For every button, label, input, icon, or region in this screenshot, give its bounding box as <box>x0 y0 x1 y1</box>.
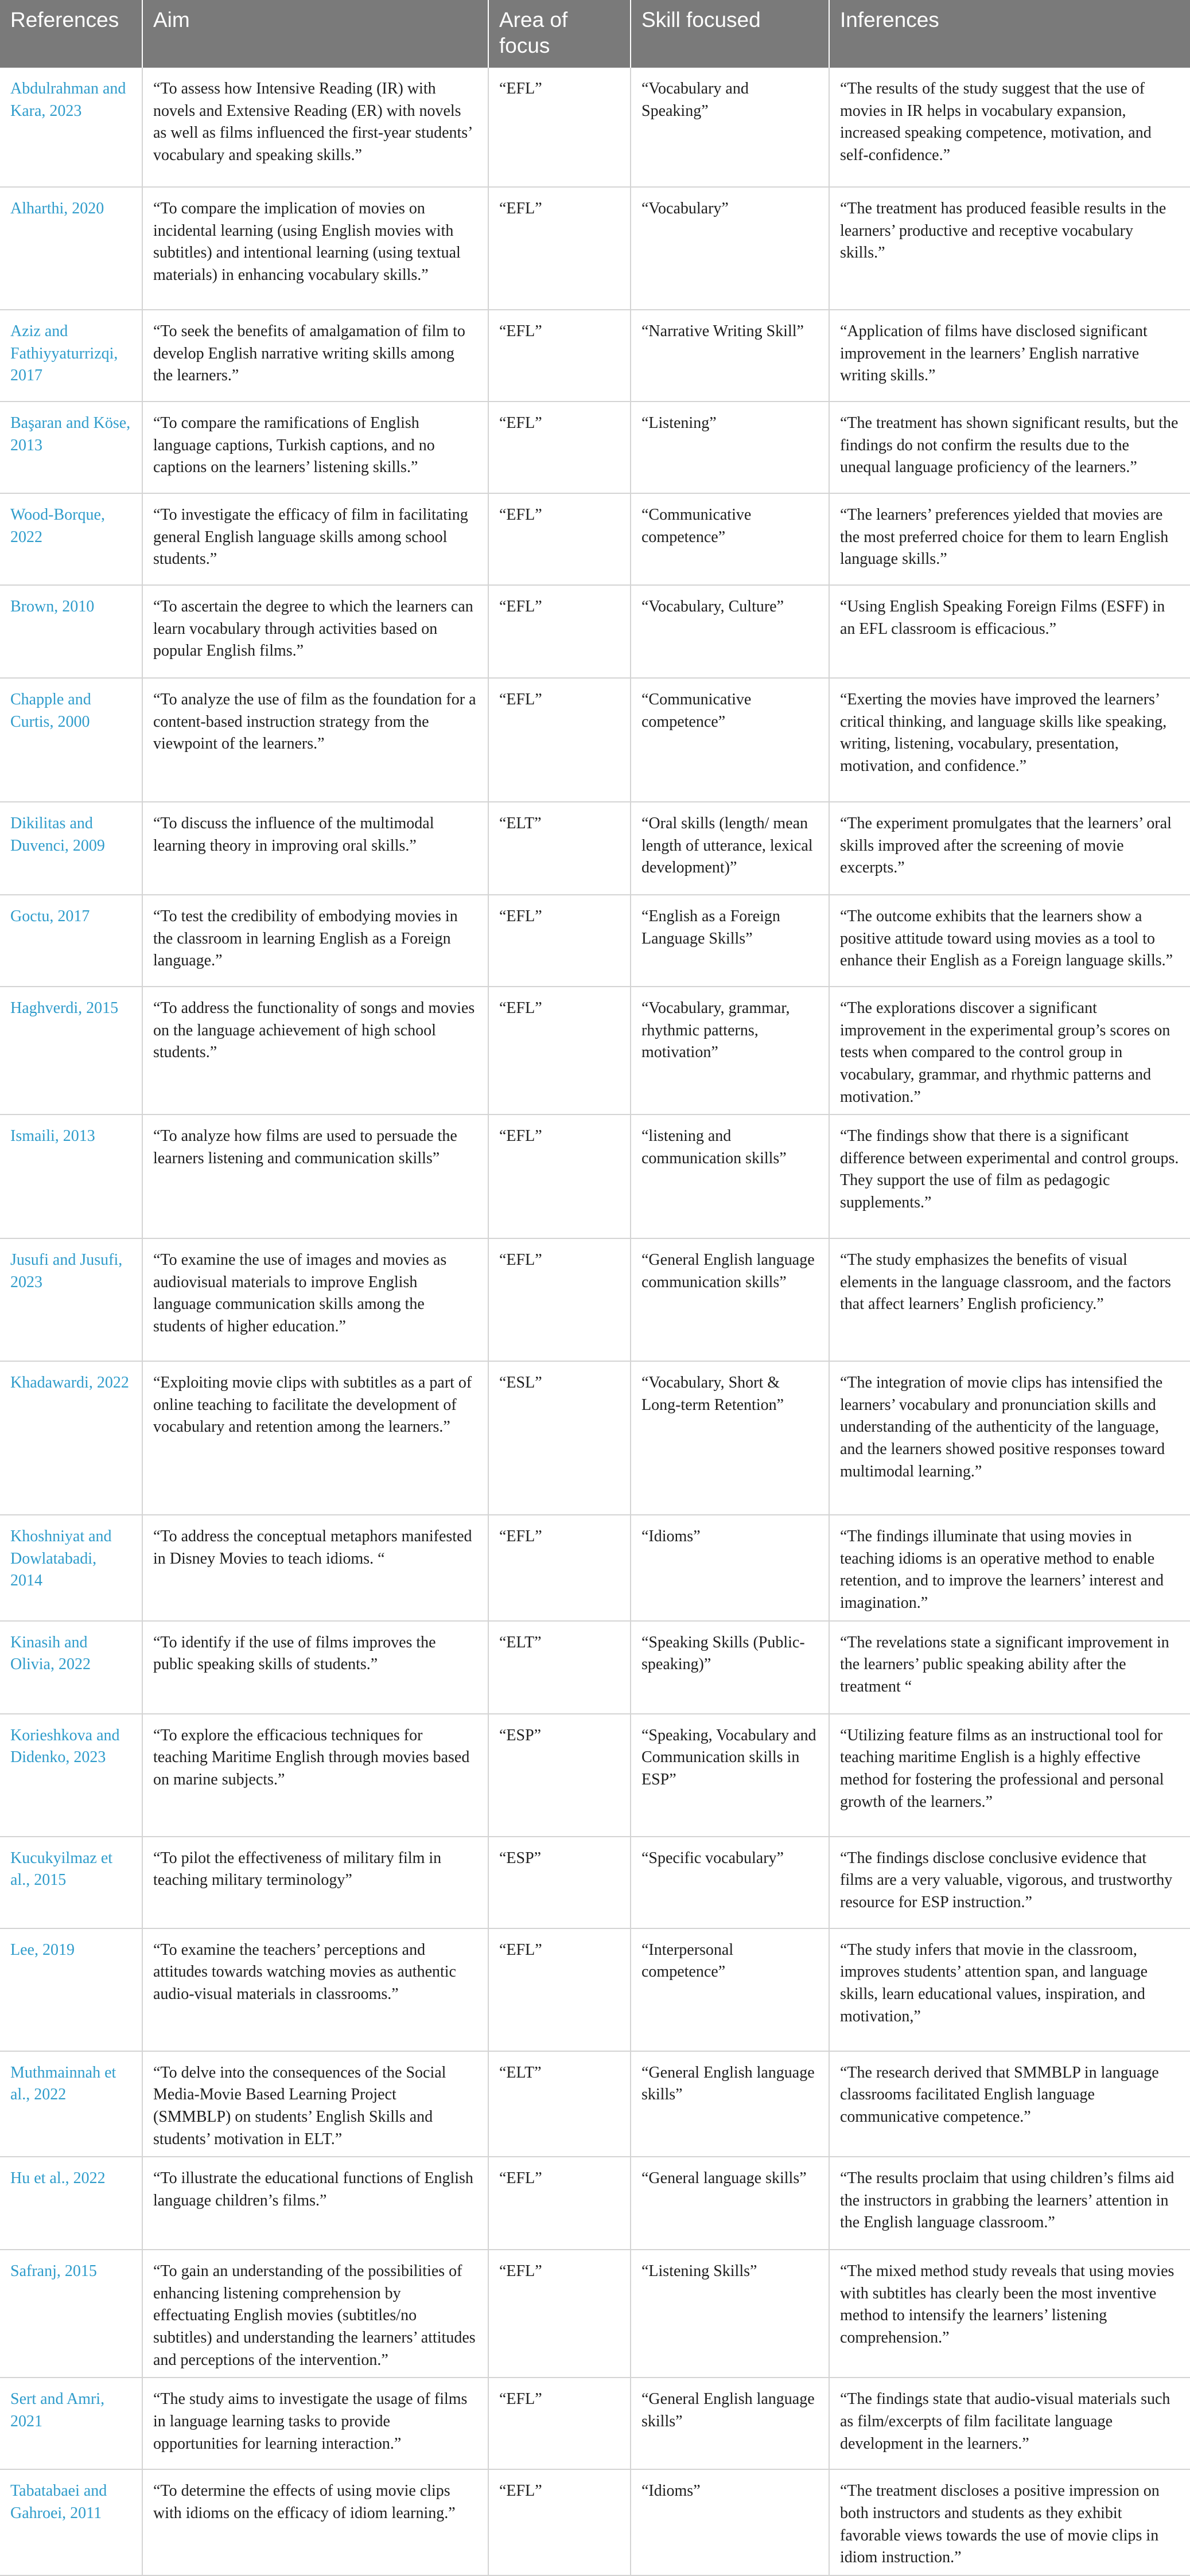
cell-reference[interactable]: Sert and Amri, 2021 <box>0 2378 142 2469</box>
table-row <box>0 678 1190 802</box>
cell-aim: “To delve into the consequences of the Social Media-Movie Based Learning Project (SMMBLP) on students’ English Skills and students’ motivation in ELT.” <box>142 2051 488 2157</box>
cell-area-of-focus: “EFL” <box>488 585 631 678</box>
cell-skill-focused: “Interpersonal competence” <box>631 1928 829 2051</box>
table-header <box>0 0 1190 68</box>
cell-area-of-focus: “EFL” <box>488 895 631 987</box>
cell-area-of-focus: “EFL” <box>488 1114 631 1238</box>
table-row <box>0 493 1190 585</box>
cell-area-of-focus: “EFL” <box>488 2378 631 2469</box>
cell-inference: “Application of films have disclosed significant improvement in the learners’ English narrative writing skills.” <box>840 322 1148 385</box>
table-row <box>0 2250 1190 2378</box>
table-row <box>0 1361 1190 1515</box>
cell-skill-focused: “Oral skills (length/ mean length of utterance, lexical development)” <box>631 802 829 895</box>
cell-aim: “To identify if the use of films improves the public speaking skills of students.” <box>142 1621 488 1714</box>
cell-inference: “Using English Speaking Foreign Films (ESFF) in an EFL classroom is efficacious.” <box>840 598 1165 638</box>
cell-aim: “To analyze the use of film as the foundation for a content-based instruction strategy from the viewpoint of the learners.” <box>142 678 488 802</box>
cell-reference[interactable]: Ismaili, 2013 <box>0 1114 142 1238</box>
cell-area-of-focus: “ESL” <box>488 1361 631 1515</box>
cell-aim: “To assess how Intensive Reading (IR) with novels and Extensive Reading (ER) with novels as well as films influenced the first-year students’ vocabulary and speaking skills.” <box>142 68 488 187</box>
cell-skill-focused: “listening and communication skills” <box>631 1114 829 1238</box>
cell-area-of-focus: “EFL” <box>488 402 631 493</box>
table-row <box>0 1515 1190 1621</box>
cell-reference[interactable]: Goctu, 2017 <box>0 895 142 987</box>
cell-aim: “To pilot the effectiveness of military film in teaching military terminology” <box>142 1837 488 1928</box>
cell-aim: “To gain an understanding of the possibilities of enhancing listening comprehension by effectuating English movies (subtitles/no subtitles) and understanding the learners’ attitudes and perceptions of the intervention.” <box>142 2250 488 2378</box>
table-body <box>0 68 1190 2575</box>
cell-inference: “The results proclaim that using children’s films aid the instructors in grabbing the learners’ attention in the English language classroom.” <box>840 2169 1175 2232</box>
cell-skill-focused: “Idioms” <box>631 1515 829 1621</box>
cell-skill-focused: “Narrative Writing Skill” <box>631 310 829 402</box>
cell-area-of-focus: “EFL” <box>488 987 631 1114</box>
cell-inference: “The findings show that there is a significant difference between experimental and control groups. They support the use of film as pedagogic supplements.” <box>840 1127 1179 1211</box>
cell-aim: “The study aims to investigate the usage of films in language learning tasks to provide opportunities for learning interaction.” <box>142 2378 488 2469</box>
cell-reference[interactable]: Haghverdi, 2015 <box>0 987 142 1114</box>
cell-aim: “To test the credibility of embodying movies in the classroom in learning English as a Foreign language.” <box>142 895 488 987</box>
header-row <box>0 0 1190 68</box>
cell-inference: “The findings illuminate that using movies in teaching idioms is an operative method to enable retention, and to improve the learners’ interest and imagination.” <box>840 1527 1164 1612</box>
cell-aim: “To determine the effects of using movie clips with idioms on the efficacy of idiom learning.” <box>142 2469 488 2575</box>
cell-reference[interactable]: Hu et al., 2022 <box>0 2157 142 2250</box>
cell-inference: “The learners’ preferences yielded that movies are the most preferred choice for them to learn English language skills.” <box>840 506 1169 568</box>
cell-area-of-focus: “EFL” <box>488 2157 631 2250</box>
cell-area-of-focus: “ELT” <box>488 1621 631 1714</box>
cell-area-of-focus: “EFL” <box>488 1515 631 1621</box>
table-row <box>0 2378 1190 2469</box>
cell-inference: “The study emphasizes the benefits of visual elements in the language classroom, and the factors that affect learners’ English proficiency.” <box>840 1251 1171 1314</box>
cell-reference[interactable]: Wood-Borque, 2022 <box>0 493 142 585</box>
cell-aim: “Exploiting movie clips with subtitles as a part of online teaching to facilitate the development of vocabulary and retention among the learners.” <box>142 1361 488 1515</box>
cell-area-of-focus: “EFL” <box>488 187 631 310</box>
header-area-of-focus: Area of focus <box>488 0 631 68</box>
cell-inference: “The findings disclose conclusive evidence that films are a very valuable, vigorous, and trustworthy resource for ESP instruction.” <box>840 1849 1173 1911</box>
cell-aim: “To address the conceptual metaphors manifested in Disney Movies to teach idioms. “ <box>142 1515 488 1621</box>
table-row <box>0 895 1190 987</box>
cell-skill-focused: “Listening Skills” <box>631 2250 829 2378</box>
header-aim: Aim <box>142 0 488 68</box>
cell-reference[interactable]: Korieshkova and Didenko, 2023 <box>0 1714 142 1837</box>
header-inferences: Inferences <box>829 0 1190 68</box>
table-row <box>0 2157 1190 2250</box>
header-references: References <box>0 0 142 68</box>
cell-area-of-focus: “ESP” <box>488 1714 631 1837</box>
table-row <box>0 1928 1190 2051</box>
cell-aim: “To analyze how films are used to persuade the learners listening and communication skills” <box>142 1114 488 1238</box>
table-row <box>0 1238 1190 1361</box>
cell-skill-focused: “Speaking Skills (Public-speaking)” <box>631 1621 829 1714</box>
cell-aim: “To examine the use of images and movies as audiovisual materials to improve English language communication skills among the students of higher education.” <box>142 1238 488 1361</box>
cell-reference[interactable]: Chapple and Curtis, 2000 <box>0 678 142 802</box>
cell-skill-focused: “Vocabulary and Speaking” <box>631 68 829 187</box>
table-row <box>0 1621 1190 1714</box>
cell-reference[interactable]: Abdulrahman and Kara, 2023 <box>0 68 142 187</box>
cell-reference[interactable]: Tabatabaei and Gahroei, 2011 <box>0 2469 142 2575</box>
cell-reference[interactable]: Safranj, 2015 <box>0 2250 142 2378</box>
cell-inference: “The results of the study suggest that the use of movies in IR helps in vocabulary expansion, increased speaking competence, motivation, and self-confidence.” <box>840 80 1152 164</box>
cell-aim: “To investigate the efficacy of film in facilitating general English language skills among school students.” <box>142 493 488 585</box>
cell-inference: “The research derived that SMMBLP in language classrooms facilitated English language communicative competence.” <box>840 2063 1159 2126</box>
cell-skill-focused: “English as a Foreign Language Skills” <box>631 895 829 987</box>
table-row <box>0 802 1190 895</box>
cell-area-of-focus: “EFL” <box>488 493 631 585</box>
cell-inference: “The findings state that audio-visual materials such as film/excerpts of film facilitate language development in the learners.” <box>840 2390 1170 2453</box>
header-skill-focused: Skill focused <box>631 0 829 68</box>
cell-aim: “To compare the implication of movies on incidental learning (using English movies with subtitles) and intentional learning (using textual materials) in enhancing vocabulary skills.” <box>142 187 488 310</box>
table-row <box>0 1114 1190 1238</box>
cell-aim: “To explore the efficacious techniques for teaching Maritime English through movies based on marine subjects.” <box>142 1714 488 1837</box>
cell-area-of-focus: “EFL” <box>488 310 631 402</box>
cell-reference[interactable]: Kucukyilmaz et al., 2015 <box>0 1837 142 1928</box>
cell-aim: “To compare the ramifications of English language captions, Turkish captions, and no captions on the learners’ listening skills.” <box>142 402 488 493</box>
cell-area-of-focus: “EFL” <box>488 1928 631 2051</box>
cell-area-of-focus: “ELT” <box>488 2051 631 2157</box>
cell-skill-focused: “Specific vocabulary” <box>631 1837 829 1928</box>
cell-skill-focused: “General English language communication skills” <box>631 1238 829 1361</box>
cell-area-of-focus: “ESP” <box>488 1837 631 1928</box>
cell-reference[interactable]: Khadawardi, 2022 <box>0 1361 142 1515</box>
table-row <box>0 68 1190 187</box>
cell-reference[interactable]: Muthmainnah et al., 2022 <box>0 2051 142 2157</box>
cell-skill-focused: “Speaking, Vocabulary and Communication skills in ESP” <box>631 1714 829 1837</box>
cell-inference: “The study infers that movie in the classroom, improves students’ attention span, and language skills, learn educational values, inspiration, and motivation,” <box>840 1940 1148 2025</box>
cell-aim: “To discuss the influence of the multimodal learning theory in improving oral skills.” <box>142 802 488 895</box>
cell-area-of-focus: “EFL” <box>488 2469 631 2575</box>
table-row <box>0 1837 1190 1928</box>
cell-inference: “The treatment has shown significant results, but the findings do not confirm the results due to the unequal language proficiency of the learners.” <box>840 414 1179 477</box>
cell-aim: “To ascertain the degree to which the learners can learn vocabulary through activities based on popular English films.” <box>142 585 488 678</box>
cell-inference: “Utilizing feature films as an instructional tool for teaching maritime English is a highly effective method for fostering the professional and personal growth of the learners.” <box>840 1726 1164 1811</box>
cell-inference: “The explorations discover a significant improvement in the experimental group’s scores on tests when compared to the control group in vocabulary, grammar, and rhythmic patterns and motivation.” <box>840 999 1170 1106</box>
cell-inference: “Exerting the movies have improved the learners’ critical thinking, and language skills like speaking, writing, listening, vocabulary, presentation, motivation, and confidence.” <box>840 691 1167 775</box>
cell-area-of-focus: “EFL” <box>488 68 631 187</box>
cell-skill-focused: “Vocabulary, grammar, rhythmic patterns, motivation” <box>631 987 829 1114</box>
cell-inference: “The treatment discloses a positive impression on both instructors and students as they exhibit favorable views towards the use of movie clips in idiom instruction.” <box>840 2482 1160 2567</box>
cell-skill-focused: “Idioms” <box>631 2469 829 2575</box>
cell-area-of-focus: “EFL” <box>488 2250 631 2378</box>
cell-aim: “To examine the teachers’ perceptions and attitudes towards watching movies as authentic audio-visual materials in classrooms.” <box>142 1928 488 2051</box>
cell-skill-focused: “Vocabulary” <box>631 187 829 310</box>
cell-skill-focused: “Listening” <box>631 402 829 493</box>
cell-inference: “The experiment promulgates that the learners’ oral skills improved after the screening of movie excerpts.” <box>840 815 1172 877</box>
cell-skill-focused: “Communicative competence” <box>631 493 829 585</box>
table-row <box>0 310 1190 402</box>
table-row <box>0 187 1190 310</box>
cell-reference[interactable]: Lee, 2019 <box>0 1928 142 2051</box>
cell-skill-focused: “Vocabulary, Culture” <box>631 585 829 678</box>
cell-aim: “To seek the benefits of amalgamation of film to develop English narrative writing skills among the learners.” <box>142 310 488 402</box>
cell-inference: “The outcome exhibits that the learners show a positive attitude toward using movies as a tool to enhance their English as a Foreign language skills.” <box>840 907 1173 970</box>
cell-reference[interactable]: Kinasih and Olivia, 2022 <box>0 1621 142 1714</box>
cell-area-of-focus: “EFL” <box>488 1238 631 1361</box>
cell-reference[interactable]: Alharthi, 2020 <box>0 187 142 310</box>
cell-aim: “To illustrate the educational functions of English language children’s films.” <box>142 2157 488 2250</box>
table-row <box>0 402 1190 493</box>
cell-reference[interactable]: Jusufi and Jusufi, 2023 <box>0 1238 142 1361</box>
table-row <box>0 987 1190 1114</box>
cell-reference[interactable]: Khoshniyat and Dowlatabadi, 2014 <box>0 1515 142 1621</box>
cell-skill-focused: “General language skills” <box>631 2157 829 2250</box>
cell-skill-focused: “General English language skills” <box>631 2051 829 2157</box>
cell-area-of-focus: “EFL” <box>488 678 631 802</box>
table-row <box>0 2051 1190 2157</box>
table-row <box>0 1714 1190 1837</box>
cell-skill-focused: “Vocabulary, Short & Long-term Retention” <box>631 1361 829 1515</box>
cell-reference[interactable]: Başaran and Köse, 2013 <box>0 402 142 493</box>
table-row <box>0 2469 1190 2575</box>
cell-inference: “The revelations state a significant improvement in the learners’ public speaking ability after the treatment “ <box>840 1633 1169 1696</box>
cell-reference[interactable]: Aziz and Fathiyyaturrizqi, 2017 <box>0 310 142 402</box>
table-row <box>0 585 1190 678</box>
cell-inference: “The mixed method study reveals that using movies with subtitles has clearly been the most inventive method to intensify the learners’ listening comprehension.” <box>840 2262 1175 2347</box>
cell-aim: “To address the functionality of songs and movies on the language achievement of high school students.” <box>142 987 488 1114</box>
cell-inference: “The integration of movie clips has intensified the learners’ vocabulary and pronunciation skills and understanding of the authenticity of the language, and the learners showed positive responses toward multimodal learning.” <box>840 1374 1165 1480</box>
cell-skill-focused: “General English language skills” <box>631 2378 829 2469</box>
cell-area-of-focus: “ELT” <box>488 802 631 895</box>
cell-reference[interactable]: Dikilitas and Duvenci, 2009 <box>0 802 142 895</box>
cell-inference: “The treatment has produced feasible results in the learners’ productive and receptive vocabulary skills.” <box>840 200 1166 262</box>
cell-skill-focused: “Communicative competence” <box>631 678 829 802</box>
cell-reference[interactable]: Brown, 2010 <box>0 585 142 678</box>
